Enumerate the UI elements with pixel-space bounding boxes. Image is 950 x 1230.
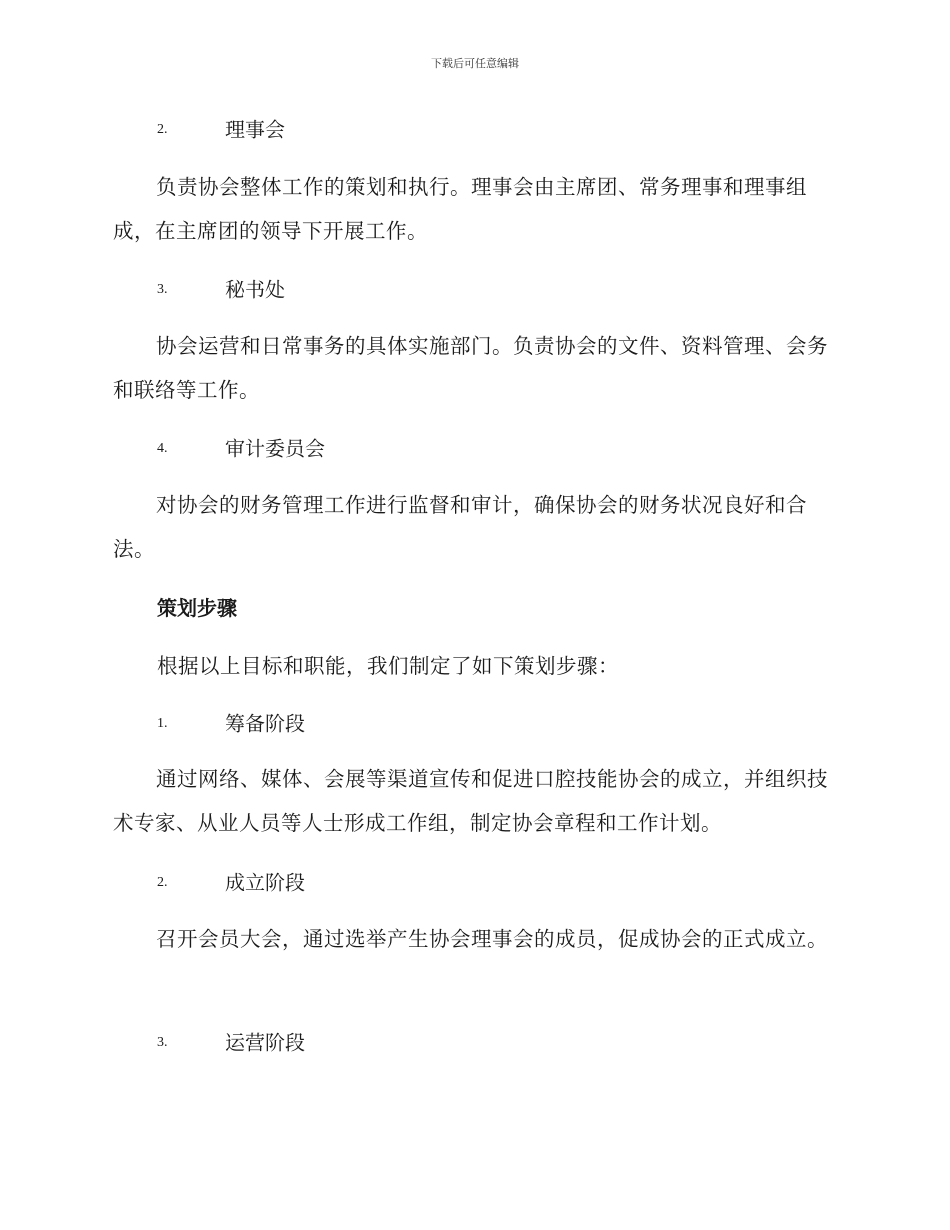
- heading-number: 2.: [157, 874, 168, 890]
- heading-title: 理事会: [225, 117, 285, 142]
- section-intro: 根据以上目标和职能，我们制定了如下策划步骤：: [157, 654, 619, 678]
- heading-number: 4.: [157, 440, 168, 456]
- heading-council: [157, 114, 285, 144]
- heading-number: 2.: [157, 121, 168, 137]
- heading-step-operate: [157, 1027, 305, 1057]
- paragraph-step-establish: 召开会员大会，通过选举产生协会理事会的成员，促成协会的正式成立。: [156, 927, 828, 951]
- heading-step-prepare: [157, 708, 305, 738]
- heading-title: 运营阶段: [225, 1030, 305, 1055]
- paragraph-council: 负责协会整体工作的策划和执行。理事会由主席团、常务理事和理事组成，在主席团的领导下开展工作。: [113, 175, 807, 243]
- heading-number: 1.: [157, 715, 168, 731]
- paragraph-step-prepare: 通过网络、媒体、会展等渠道宣传和促进口腔技能协会的成立，并组织技术专家、从业人员等人士形成工作组，制定协会章程和工作计划。: [113, 767, 828, 835]
- heading-secretariat: [157, 274, 285, 304]
- paragraph-audit: 对协会的财务管理工作进行监督和审计，确保协会的财务状况良好和合法。: [113, 493, 807, 561]
- heading-title: 秘书处: [225, 277, 285, 302]
- heading-step-establish: [157, 867, 305, 897]
- section-title: 策划步骤: [157, 596, 237, 620]
- header-note: 下载后可任意编辑: [431, 57, 519, 70]
- heading-number: 3.: [157, 1034, 168, 1050]
- heading-audit: [157, 433, 325, 463]
- heading-number: 3.: [157, 281, 168, 297]
- paragraph-secretariat: 协会运营和日常事务的具体实施部门。负责协会的文件、资料管理、会务和联络等工作。: [113, 334, 828, 402]
- heading-title: 成立阶段: [225, 870, 305, 895]
- heading-title: 审计委员会: [225, 436, 325, 461]
- heading-title: 筹备阶段: [225, 711, 305, 736]
